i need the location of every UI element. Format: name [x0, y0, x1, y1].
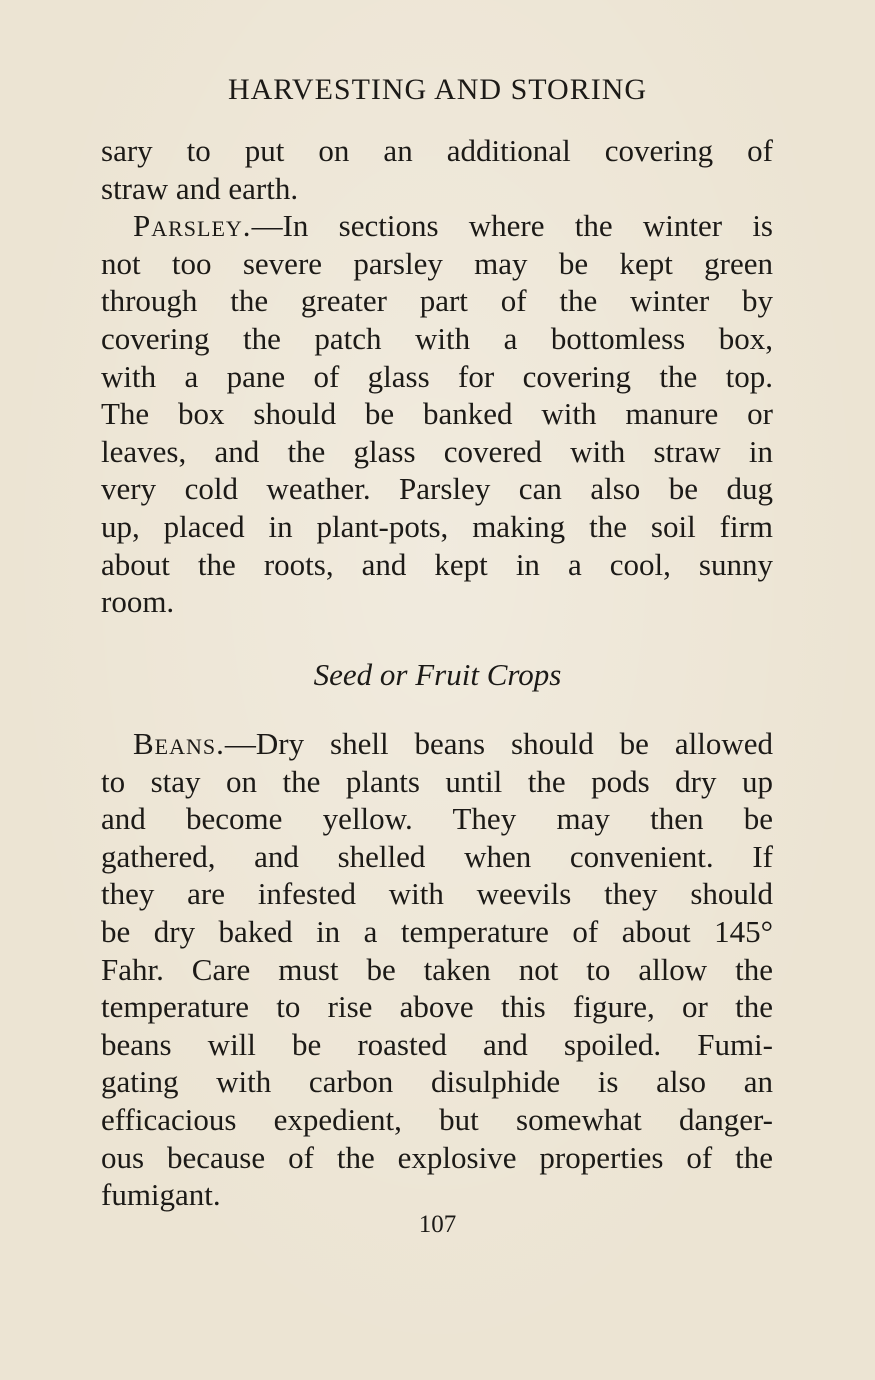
text-line: they are infested with weevils they should	[101, 876, 773, 912]
section-heading: Seed or Fruit Crops	[313, 657, 562, 692]
text-line: room.	[101, 584, 175, 620]
text-line	[101, 725, 773, 763]
running-head: HARVESTING AND STORING	[227, 73, 648, 106]
parsley-run-in-head: Parsley.	[133, 208, 252, 244]
text-line: leaves, and the glass covered with straw in	[101, 433, 773, 469]
text-block-top	[101, 132, 773, 621]
text-line: efficacious expedient, but somewhat danger-	[101, 1101, 773, 1137]
text-line: temperature to rise above this figure, or the	[101, 989, 773, 1025]
text-line: beans will be roasted and spoiled. Fumi-	[101, 1026, 773, 1062]
text-line-rest: —In sections where the winter is	[251, 208, 773, 244]
beans-paragraph	[101, 725, 773, 1214]
text-line-rest: —Dry shell beans should be allowed	[224, 726, 773, 761]
text-line: through the greater part of the winter by	[101, 283, 773, 319]
text-line: about the roots, and kept in a cool, sunny	[101, 546, 773, 582]
text-line: up, placed in plant-pots, making the soil firm	[101, 508, 773, 544]
text-line: not too severe parsley may be kept green	[101, 245, 773, 281]
text-line: ous because of the explosive properties of the	[101, 1139, 773, 1175]
text-line: to stay on the plants until the pods dry up	[101, 763, 773, 799]
text-line: with a pane of glass for covering the top.	[101, 358, 773, 394]
text-line: gathered, and shelled when convenient. If	[101, 838, 773, 874]
beans-run-in-head: Beans.	[133, 726, 225, 761]
text-line: The box should be banked with manure or	[101, 396, 773, 432]
text-line: straw and earth.	[101, 170, 299, 206]
text-line: Fahr. Care must be taken not to allow the	[101, 951, 773, 987]
text-block-bottom	[101, 725, 773, 1214]
text-line: covering the patch with a bottomless box,	[101, 320, 773, 356]
text-line: fumigant.	[101, 1177, 221, 1213]
text-line: very cold weather. Parsley can also be dug	[101, 471, 773, 507]
parsley-paragraph	[101, 207, 773, 621]
text-line: and become yellow. They may then be	[101, 801, 773, 837]
text-line: sary to put on an additional covering of	[101, 133, 773, 168]
text-line	[101, 207, 773, 245]
text-line: gating with carbon disulphide is also an	[101, 1064, 773, 1100]
page-number: 107	[418, 1211, 457, 1238]
text-line: be dry baked in a temperature of about 145°	[101, 913, 773, 949]
continuation-paragraph	[101, 132, 773, 207]
